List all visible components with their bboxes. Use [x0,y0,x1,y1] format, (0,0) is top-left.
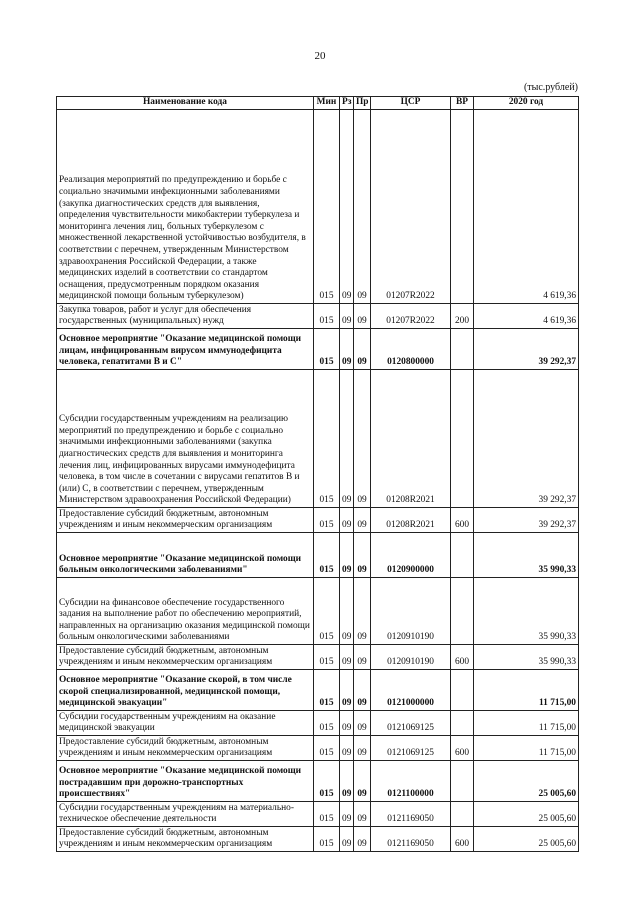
cell-vr [451,578,474,645]
cell-pr: 09 [354,533,371,578]
cell-rz: 09 [340,761,354,802]
cell-vr [451,802,474,827]
cell-rz: 09 [340,370,354,508]
cell-vr: 200 [451,304,474,329]
cell-csr: 01207R2022 [371,110,451,304]
table-row [57,578,579,645]
cell-pr: 09 [354,329,371,370]
table-row [57,508,579,533]
cell-pr: 09 [354,578,371,645]
cell-csr: 0121000000 [371,670,451,711]
cell-pr: 09 [354,761,371,802]
cell-vr [451,533,474,578]
units-label: (тыс.рублей) [523,82,578,93]
cell-name: Субсидии государственным учреждениям на материально-техническое обеспечение деятельности [57,802,314,827]
table-row [57,645,579,670]
cell-csr: 0121169050 [371,802,451,827]
cell-name: Основное мероприятие "Оказание медицинской помощи пострадавшим при дорожно-транспортных происшествиях" [57,761,314,802]
cell-vr: 600 [451,645,474,670]
cell-csr: 0120910190 [371,578,451,645]
cell-min: 015 [314,827,340,852]
table-row [57,802,579,827]
header-csr: ЦСР [371,97,451,110]
cell-name: Закупка товаров, работ и услуг для обеспечения государственных (муниципальных) нужд [57,304,314,329]
table-row [57,827,579,852]
cell-amount: 35 990,33 [474,533,579,578]
cell-min: 015 [314,578,340,645]
cell-pr: 09 [354,802,371,827]
cell-min: 015 [314,533,340,578]
cell-pr: 09 [354,736,371,761]
header-min: Мин [314,97,340,110]
cell-amount: 11 715,00 [474,736,579,761]
cell-amount: 4 619,36 [474,110,579,304]
table-row [57,110,579,304]
cell-rz: 09 [340,533,354,578]
cell-csr: 01208R2021 [371,508,451,533]
cell-vr [451,370,474,508]
cell-rz: 09 [340,827,354,852]
cell-amount: 11 715,00 [474,711,579,736]
cell-min: 015 [314,508,340,533]
cell-amount: 25 005,60 [474,802,579,827]
cell-min: 015 [314,802,340,827]
cell-name: Реализация мероприятий по предупреждению и борьбе с социально значимыми инфекционными заболеваниями (закупка диагностических средств для выявления, определения чувствительности микобактерии туберкулеза и мониторинга лечения лиц, больных туберкулезом с множественной лекарственной устойчивостью возбудителя, в соответствии с перечнем, утвержденным Министерством здравоохранения Российской Федерации, а также медицинских изделий в соответствии со стандартом оснащения, предусмотренным порядком оказания медицинской помощи больным туберкулезом) [57,110,314,304]
cell-csr: 0120800000 [371,329,451,370]
cell-min: 015 [314,670,340,711]
header-pr: Пр [354,97,371,110]
cell-rz: 09 [340,578,354,645]
cell-pr: 09 [354,304,371,329]
header-year: 2020 год [474,97,579,110]
cell-csr: 0121069125 [371,711,451,736]
table-row [57,370,579,508]
table-row [57,329,579,370]
cell-amount: 25 005,60 [474,761,579,802]
budget-table [56,96,579,852]
table-header-row [57,97,579,110]
cell-name: Предоставление субсидий бюджетным, автономным учреждениям и иным некоммерческим организациям [57,736,314,761]
cell-amount: 39 292,37 [474,370,579,508]
cell-name: Предоставление субсидий бюджетным, автономным учреждениям и иным некоммерческим организациям [57,508,314,533]
cell-amount: 35 990,33 [474,578,579,645]
header-name: Наименование кода [57,97,314,110]
cell-amount: 25 005,60 [474,827,579,852]
cell-amount: 35 990,33 [474,645,579,670]
cell-name: Основное мероприятие "Оказание скорой, в том числе скорой специализированной, медицинской помощи, медицинской эвакуации" [57,670,314,711]
cell-vr [451,670,474,711]
cell-name: Субсидии государственным учреждениям на реализацию мероприятий по предупреждению и борьбе с социально значимыми инфекционными заболеваниями (закупка диагностических средств для выявления и мониторинга лечения лиц, инфицированных вирусами иммунодефицита человека, в том числе в сочетании с вирусами гепатитов В и (или) С, в соответствии с перечнем, утвержденным Министерством здравоохранения Российской Федерации) [57,370,314,508]
cell-rz: 09 [340,802,354,827]
table-row [57,670,579,711]
cell-pr: 09 [354,370,371,508]
cell-pr: 09 [354,110,371,304]
cell-min: 015 [314,645,340,670]
cell-rz: 09 [340,711,354,736]
table-row [57,711,579,736]
cell-pr: 09 [354,827,371,852]
cell-min: 015 [314,329,340,370]
cell-min: 015 [314,110,340,304]
cell-min: 015 [314,711,340,736]
cell-amount: 4 619,36 [474,304,579,329]
cell-csr: 0121100000 [371,761,451,802]
cell-pr: 09 [354,670,371,711]
cell-rz: 09 [340,329,354,370]
cell-rz: 09 [340,670,354,711]
cell-name: Основное мероприятие "Оказание медицинской помощи больным онкологическими заболеваниями" [57,533,314,578]
header-rz: Рз [340,97,354,110]
cell-rz: 09 [340,736,354,761]
cell-min: 015 [314,304,340,329]
table-row [57,304,579,329]
cell-pr: 09 [354,711,371,736]
cell-amount: 39 292,37 [474,329,579,370]
cell-rz: 09 [340,508,354,533]
cell-vr: 600 [451,736,474,761]
cell-rz: 09 [340,645,354,670]
cell-csr: 0121069125 [371,736,451,761]
cell-csr: 0120900000 [371,533,451,578]
header-vr: ВР [451,97,474,110]
table-row [57,761,579,802]
cell-vr [451,711,474,736]
cell-amount: 11 715,00 [474,670,579,711]
cell-csr: 01207R2022 [371,304,451,329]
page-number: 20 [314,50,326,62]
table-row [57,736,579,761]
cell-rz: 09 [340,110,354,304]
cell-vr: 600 [451,827,474,852]
cell-csr: 0120910190 [371,645,451,670]
cell-name: Субсидии государственным учреждениям на оказание медицинской эвакуации [57,711,314,736]
cell-min: 015 [314,370,340,508]
cell-csr: 01208R2021 [371,370,451,508]
cell-name: Субсидии на финансовое обеспечение государственного задания на выполнение работ по обеспечению мероприятий, направленных на организацию оказания медицинской помощи больным онкологическими заболеваниями [57,578,314,645]
cell-csr: 0121169050 [371,827,451,852]
cell-pr: 09 [354,645,371,670]
cell-vr [451,110,474,304]
cell-name: Основное мероприятие "Оказание медицинской помощи лицам, инфицированным вирусом иммунодефицита человека, гепатитами В и С" [57,329,314,370]
cell-vr [451,329,474,370]
cell-min: 015 [314,761,340,802]
table-row [57,533,579,578]
cell-pr: 09 [354,508,371,533]
cell-vr [451,761,474,802]
cell-name: Предоставление субсидий бюджетным, автономным учреждениям и иным некоммерческим организациям [57,827,314,852]
cell-name: Предоставление субсидий бюджетным, автономным учреждениям и иным некоммерческим организациям [57,645,314,670]
cell-amount: 39 292,37 [474,508,579,533]
cell-min: 015 [314,736,340,761]
cell-vr: 600 [451,508,474,533]
cell-rz: 09 [340,304,354,329]
